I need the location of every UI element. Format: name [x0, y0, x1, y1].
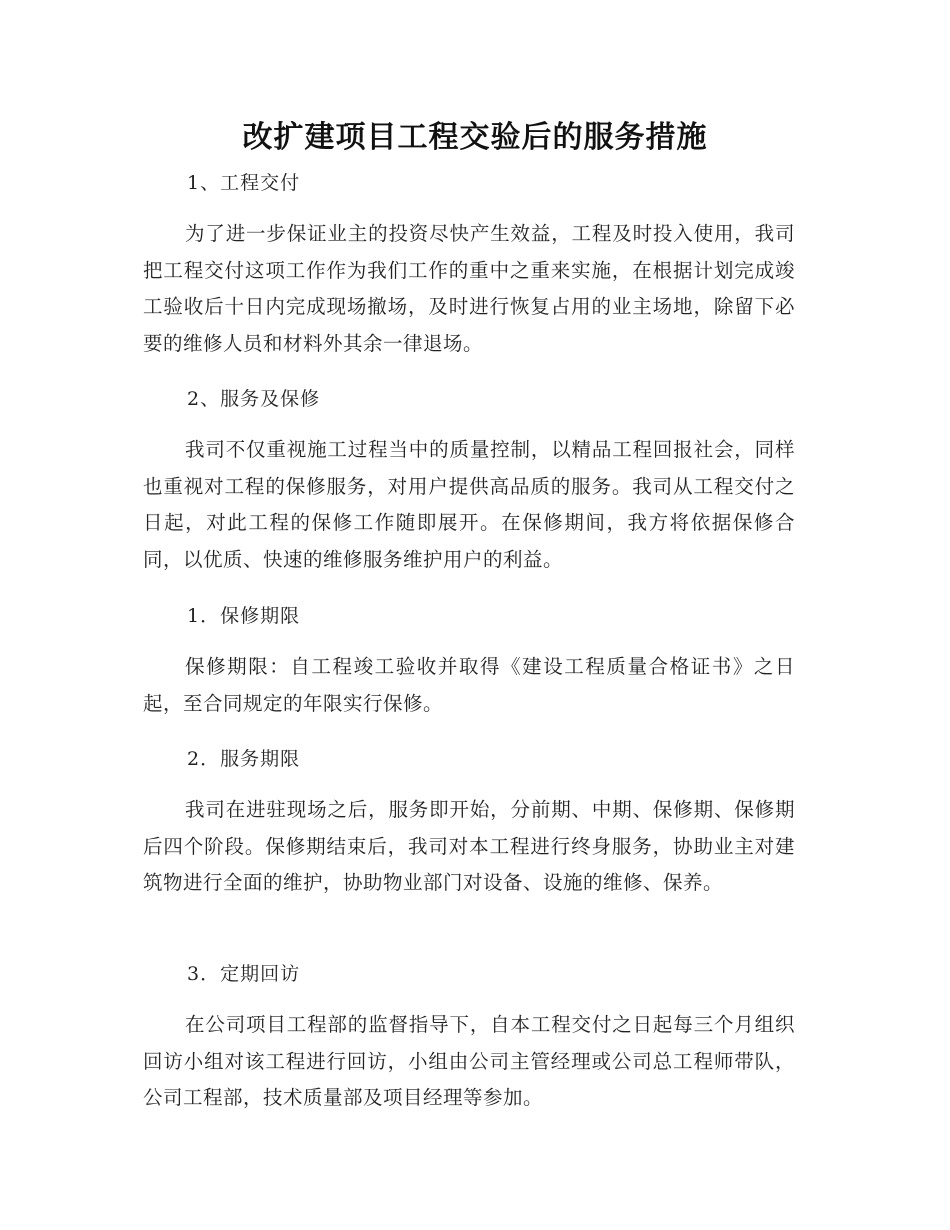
section-heading-delivery: 1、工程交付	[187, 172, 301, 194]
section-paragraph-regular-visits: 在公司项目工程部的监督指导下，自本工程交付之日起每三个月组织回访小组对该工程进行回访，小组由公司主管经理或公司总工程师带队，公司工程部，技术质量部及项目经理等参加。	[143, 1013, 795, 1109]
section-paragraph-service-period: 我司在进驻现场之后，服务即开始，分前期、中期、保修期、保修期后四个阶段。保修期结束后，我司对本工程进行终身服务，协助业主对建筑物进行全面的维护，协助物业部门对设备、设施的维修、保养。	[143, 798, 795, 894]
section-heading-warranty-period: 1．保修期限	[187, 605, 301, 627]
section-heading-regular-visits: 3．定期回访	[187, 963, 301, 985]
section-heading-service-warranty: 2、服务及保修	[187, 388, 321, 410]
section-paragraph-delivery: 为了进一步保证业主的投资尽快产生效益，工程及时投入使用，我司把工程交付这项工作作为我们工作的重中之重来实施，在根据计划完成竣工验收后十日内完成现场撤场，及时进行恢复占用的业主场地，除留下必要的维修人员和材料外其余一律退场。	[143, 222, 795, 355]
section-heading-service-period: 2．服务期限	[187, 748, 301, 770]
section-paragraph-service-warranty: 我司不仅重视施工过程当中的质量控制，以精品工程回报社会，同样也重视对工程的保修服务，对用户提供高品质的服务。我司从工程交付之日起，对此工程的保修工作随即展开。在保修期间，我方将依据保修合同，以优质、快速的维修服务维护用户的利益。	[143, 438, 795, 571]
document-title: 改扩建项目工程交验后的服务措施	[242, 120, 708, 155]
section-paragraph-warranty-period: 保修期限：自工程竣工验收并取得《建设工程质量合格证书》之日起，至合同规定的年限实行保修。	[143, 655, 795, 715]
